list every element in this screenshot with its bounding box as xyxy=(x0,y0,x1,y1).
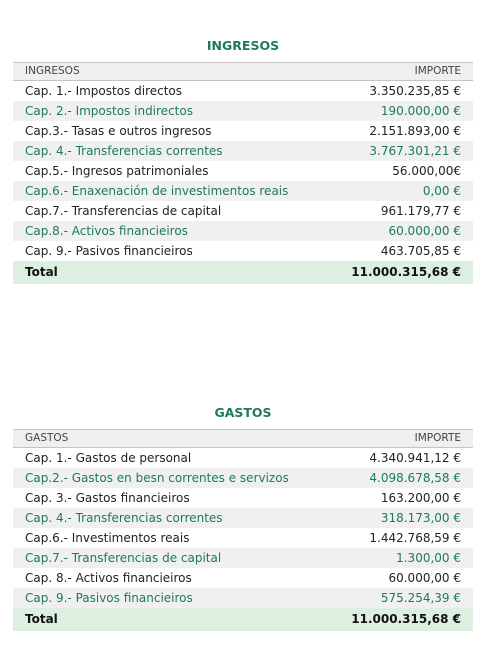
table-row xyxy=(13,241,473,261)
ingresos-header-row xyxy=(13,63,473,81)
table-row xyxy=(13,141,473,161)
table-row xyxy=(13,488,473,508)
ingresos-header-label: INGRESOS xyxy=(13,63,333,81)
table-row xyxy=(13,101,473,121)
row-label: Cap.5.- Ingresos patrimoniales xyxy=(13,161,333,181)
row-label: Cap. 8.- Activos financieiros xyxy=(13,568,333,588)
row-label: Cap.7.- Transferencias de capital xyxy=(13,548,333,568)
ingresos-total-value: 11.000.315,68 € xyxy=(333,261,473,284)
row-value: 318.173,00 € xyxy=(333,508,473,528)
table-row xyxy=(13,448,473,469)
gastos-total-row xyxy=(13,608,473,631)
row-label: Cap. 4.- Transferencias correntes xyxy=(13,141,333,161)
row-value: 1.300,00 € xyxy=(333,548,473,568)
row-label: Cap. 2.- Impostos indirectos xyxy=(13,101,333,121)
table-row xyxy=(13,181,473,201)
gastos-table xyxy=(13,429,473,631)
row-value: 2.151.893,00 € xyxy=(333,121,473,141)
row-value: 463.705,85 € xyxy=(333,241,473,261)
table-row xyxy=(13,121,473,141)
row-label: Cap. 9.- Pasivos financieiros xyxy=(13,241,333,261)
row-value: 3.350.235,85 € xyxy=(333,81,473,102)
row-label: Cap. 3.- Gastos financieiros xyxy=(13,488,333,508)
ingresos-rows xyxy=(13,81,473,262)
row-label: Cap.6.- Enaxenación de investimentos reais xyxy=(13,181,333,201)
table-row xyxy=(13,221,473,241)
row-label: Cap. 1.- Impostos directos xyxy=(13,81,333,102)
gastos-header-row xyxy=(13,430,473,448)
row-label: Cap. 4.- Transferencias correntes xyxy=(13,508,333,528)
table-row xyxy=(13,568,473,588)
row-value: 56.000,00€ xyxy=(333,161,473,181)
table-row xyxy=(13,81,473,102)
ingresos-title: INGRESOS xyxy=(206,38,280,53)
gastos-header-value: IMPORTE xyxy=(333,430,473,448)
gastos-header-label: GASTOS xyxy=(13,430,333,448)
row-label: Cap. 9.- Pasivos financieiros xyxy=(13,588,333,608)
table-row xyxy=(13,468,473,488)
table-row xyxy=(13,161,473,181)
row-value: 961.179,77 € xyxy=(333,201,473,221)
ingresos-section xyxy=(13,36,473,284)
ingresos-total-row xyxy=(13,261,473,284)
gastos-total-label: Total xyxy=(13,608,333,631)
row-label: Cap.7.- Transferencias de capital xyxy=(13,201,333,221)
row-value: 190.000,00 € xyxy=(333,101,473,121)
ingresos-total-label: Total xyxy=(13,261,333,284)
row-value: 4.340.941,12 € xyxy=(333,448,473,469)
row-value: 0,00 € xyxy=(333,181,473,201)
table-row xyxy=(13,508,473,528)
gastos-rows xyxy=(13,448,473,609)
ingresos-header-value: IMPORTE xyxy=(333,63,473,81)
row-value: 163.200,00 € xyxy=(333,488,473,508)
table-row xyxy=(13,548,473,568)
gastos-total-value: 11.000.315,68 € xyxy=(333,608,473,631)
row-value: 3.767.301,21 € xyxy=(333,141,473,161)
gastos-title: GASTOS xyxy=(214,405,272,420)
row-value: 575.254,39 € xyxy=(333,588,473,608)
gastos-section xyxy=(13,403,473,631)
row-label: Cap.8.- Activos financieiros xyxy=(13,221,333,241)
table-row xyxy=(13,201,473,221)
row-value: 1.442.768,59 € xyxy=(333,528,473,548)
table-row xyxy=(13,588,473,608)
row-label: Cap.2.- Gastos en besn correntes e servizos xyxy=(13,468,333,488)
row-label: Cap.3.- Tasas e outros ingresos xyxy=(13,121,333,141)
table-row xyxy=(13,528,473,548)
row-value: 4.098.678,58 € xyxy=(333,468,473,488)
ingresos-table xyxy=(13,62,473,284)
row-label: Cap.6.- Investimentos reais xyxy=(13,528,333,548)
row-value: 60.000,00 € xyxy=(333,221,473,241)
row-label: Cap. 1.- Gastos de personal xyxy=(13,448,333,469)
row-value: 60.000,00 € xyxy=(333,568,473,588)
